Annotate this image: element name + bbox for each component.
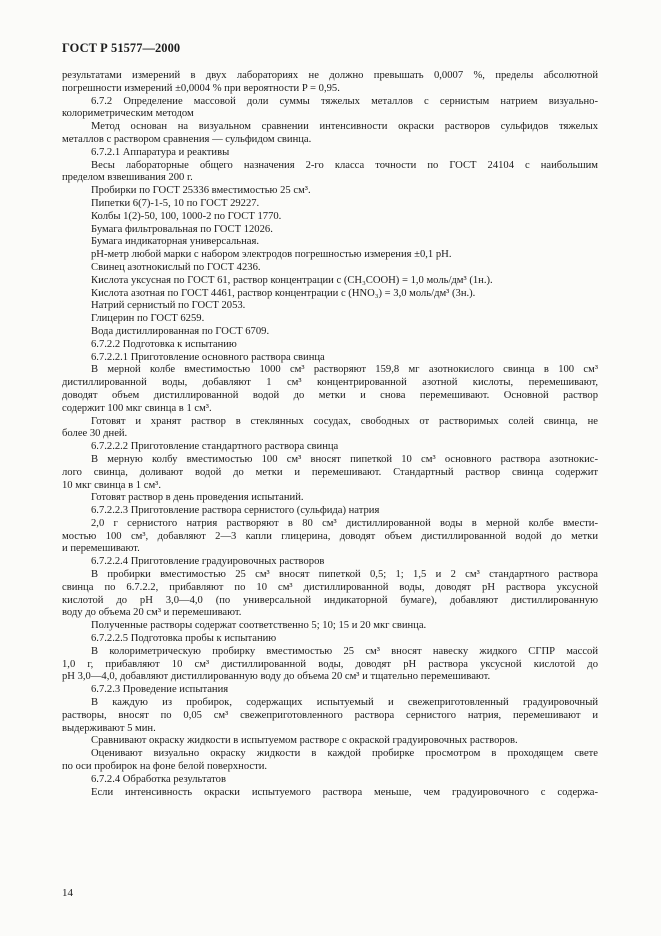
text-line: Готовят и хранят раствор в стеклянных сосудах, свободных от растворимых солей свинца, не (91, 415, 598, 427)
text-line: кислотой до pH 3,0—4,0 (по универсальной индикаторной бумаге), добавляют дистиллированную (62, 594, 598, 606)
section-heading: 6.7.2.2.4 Приготовление градуировочных растворов (91, 556, 325, 568)
text-line: В мерную колбу вместимостью 100 см³ вносят пипеткой 10 см³ основного раствора азотнокис- (91, 453, 598, 465)
list-item: Пробирки по ГОСТ 25336 вместимостью 25 см³. (91, 185, 311, 197)
section-heading: 6.7.2.2.1 Приготовление основного раствора свинца (91, 351, 325, 363)
text-line: и перемешивают. (62, 543, 140, 555)
text-line: 10 мкг свинца в 1 см³. (62, 479, 161, 491)
text-line: погрешности измерений ±0,0004 % при вероятности P = 0,95. (62, 82, 340, 94)
text-line: pH 3,0—4,0, добавляют дистиллированную воду до объема 20 см³ и тщательно перемешивают. (62, 671, 491, 683)
text-line: выдерживают 5 мин. (62, 722, 156, 734)
text-line: мостью 100 см³, добавляют 2—3 капли глицерина, доводят объем дистиллированной водой до метки (62, 530, 598, 542)
text-line: металлов с раствором сравнения — сульфидом свинца. (62, 133, 312, 145)
text-line: В мерной колбе вместимостью 1000 см³ растворяют 159,8 мг азотнокислого свинца в 100 см³ (91, 364, 598, 376)
text-line: доводят объем дистиллированной водой до метки и снова перемешивают. Основной раствор (62, 389, 598, 401)
section-heading: 6.7.2.3 Проведение испытания (91, 684, 229, 696)
section-heading: 6.7.2.4 Обработка результатов (91, 773, 226, 785)
page-number: 14 (62, 887, 73, 899)
text-line: дистиллированной воды, добавляют 1 см³ концентрированной азотной кислоты, перемешивают, (62, 377, 598, 389)
text-line: содержит 100 мкг свинца в 1 см³. (62, 402, 212, 414)
list-item: Кислота азотная по ГОСТ 4461, раствор концентрации c (HNO₃) = 3,0 моль/дм³ (3н.). (91, 287, 476, 299)
text-line: воду до объема 20 см³ и перемешивают. (62, 607, 242, 619)
list-item: Пипетки 6(7)-1-5, 10 по ГОСТ 29227. (91, 197, 260, 209)
text-line: В пробирки вместимостью 25 см³ вносят пипеткой 0,5; 1; 1,5 и 2 см³ стандартного раствора (91, 569, 598, 581)
document-body (62, 70, 598, 799)
list-item: pH-метр любой марки с набором электродов погрешностью измерения ±0,1 pH. (91, 249, 452, 261)
text-line: В колориметрическую пробирку вместимостью 25 см³ вносят навеску жидкого СГПР массой (91, 645, 598, 657)
text-line: Оценивают визуально окраску жидкости в каждой пробирке просмотром в проходящем свете (91, 748, 598, 760)
section-heading: 6.7.2.1 Аппаратура и реактивы (91, 146, 230, 158)
text-line: свинца по 6.7.2.2, прибавляют по 10 см³ дистиллированной воды, доводят pH раствора уксусной (62, 581, 598, 593)
section-heading: 6.7.2 Определение массовой доли суммы тяжелых металлов с сернистым натрием визуально- (91, 95, 598, 107)
section-heading: колориметрическим методом (62, 108, 194, 120)
list-item: Глицерин по ГОСТ 6259. (91, 313, 205, 325)
list-item: Свинец азотнокислый по ГОСТ 4236. (91, 261, 261, 273)
text-line: пределом взвешивания 200 г. (62, 172, 193, 184)
list-item: Кислота уксусная по ГОСТ 61, раствор концентрации c (CH₃COOH) = 1,0 моль/дм³ (1н.). (91, 274, 493, 286)
list-item: Бумага фильтровальная по ГОСТ 12026. (91, 223, 273, 235)
list-item: Бумага индикаторная универсальная. (91, 236, 260, 248)
text-line: Метод основан на визуальном сравнении интенсивности окраски растворов сульфидов тяжелых (91, 121, 598, 133)
list-item: Колбы 1(2)-50, 100, 1000-2 по ГОСТ 1770. (91, 210, 282, 222)
list-item: Натрий сернистый по ГОСТ 2053. (91, 300, 246, 312)
section-heading: 6.7.2.2.3 Приготовление раствора сернистого (сульфида) натрия (91, 505, 380, 517)
text-line: 1,0 г, прибавляют 10 см³ дистиллированной воды, доводят pH раствора уксусной кислотой до (62, 658, 598, 670)
text-line: растворы, вносят по 0,05 см³ свежеприготовленного раствора сернистого натрия, перемешивают и (62, 709, 598, 721)
text-line: лого свинца, доливают водой до метки и перемешивают. Стандартный раствор свинца содержит (62, 466, 598, 478)
list-item: Вода дистиллированная по ГОСТ 6709. (91, 325, 270, 337)
text-line: В каждую из пробирок, содержащих испытуемый и свежеприготовленный градуировочный (91, 697, 598, 709)
text-line: по оси пробирок на фоне белой поверхности. (62, 761, 268, 773)
text-line: 2,0 г сернистого натрия растворяют в 80 см³ дистиллированной воды в мерной колбе вмести- (91, 517, 598, 529)
section-heading: 6.7.2.2.5 Подготовка пробы к испытанию (91, 633, 277, 645)
text-line: результатами измерений в двух лабораториях не должно превышать 0,0007 %, пределы абсолютной (62, 70, 598, 81)
text-line: Готовят раствор в день проведения испытаний. (91, 492, 304, 504)
document-header: ГОСТ Р 51577—2000 (62, 41, 181, 55)
text-line: более 30 дней. (62, 428, 128, 440)
section-heading: 6.7.2.2.2 Приготовление стандартного раствора свинца (91, 441, 339, 453)
text-line: Весы лабораторные общего назначения 2-го класса точности по ГОСТ 24104 с наибольшим (91, 159, 598, 171)
section-heading: 6.7.2.2 Подготовка к испытанию (91, 338, 237, 350)
text-line: Если интенсивность окраски испытуемого раствора меньше, чем градуировочного с содержа- (91, 786, 598, 798)
text-line: Полученные растворы содержат соответственно 5; 10; 15 и 20 мкг свинца. (91, 620, 427, 632)
text-line: Сравнивают окраску жидкости в испытуемом растворе с окраской градуировочных растворов. (91, 735, 518, 747)
